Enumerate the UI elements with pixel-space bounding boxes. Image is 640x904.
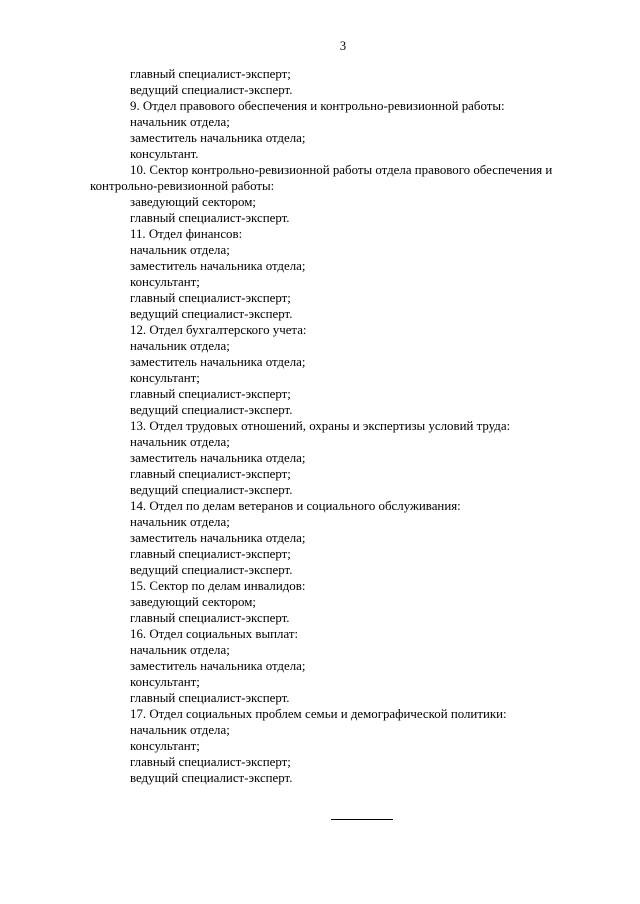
text-line: ведущий специалист-эксперт. [130,770,293,785]
text-line: заместитель начальника отдела; [130,530,306,545]
text-line: главный специалист-эксперт. [130,690,290,705]
text-line: заведующий сектором; [130,194,256,209]
text-line: ведущий специалист-эксперт. [130,82,293,97]
text-line: консультант; [130,370,200,385]
section-heading-9: 9. Отдел правового обеспечения и контрольно-ревизионной работы: [130,98,505,113]
text-line: главный специалист-эксперт; [130,754,291,769]
text-line: ведущий специалист-эксперт. [130,562,293,577]
section-heading-12: 12. Отдел бухгалтерского учета: [130,322,307,337]
text-line: начальник отдела; [130,338,230,353]
text-line: начальник отдела; [130,114,230,129]
text-line: главный специалист-эксперт; [130,66,291,81]
text-line: консультант; [130,674,200,689]
end-divider-line [331,819,393,820]
text-line: заместитель начальника отдела; [130,450,306,465]
page-number: 3 [339,39,347,53]
text-line: ведущий специалист-эксперт. [130,402,293,417]
text-line: главный специалист-эксперт. [130,210,290,225]
text-line: консультант. [130,146,199,161]
text-line: главный специалист-эксперт. [130,610,290,625]
text-line: заместитель начальника отдела; [130,354,306,369]
text-line: заведующий сектором; [130,594,256,609]
text-line: начальник отдела; [130,242,230,257]
text-line: главный специалист-эксперт; [130,290,291,305]
text-line: главный специалист-эксперт; [130,546,291,561]
text-line: начальник отдела; [130,514,230,529]
text-line: ведущий специалист-эксперт. [130,306,293,321]
section-heading-15: 15. Сектор по делам инвалидов: [130,578,306,593]
section-heading-16: 16. Отдел социальных выплат: [130,626,299,641]
document-body [90,66,610,786]
text-line: главный специалист-эксперт; [130,466,291,481]
text-line: начальник отдела; [130,642,230,657]
text-line: заместитель начальника отдела; [130,258,306,273]
section-heading-10-continuation: контрольно-ревизионной работы: [90,178,275,193]
section-heading-10: 10. Сектор контрольно-ревизионной работы отдела правового обеспечения и [130,162,553,177]
text-line: заместитель начальника отдела; [130,658,306,673]
text-line: заместитель начальника отдела; [130,130,306,145]
text-line: начальник отдела; [130,722,230,737]
text-line: начальник отдела; [130,434,230,449]
section-heading-14: 14. Отдел по делам ветеранов и социального обслуживания: [130,498,461,513]
text-line: ведущий специалист-эксперт. [130,482,293,497]
section-heading-11: 11. Отдел финансов: [130,226,243,241]
section-heading-17: 17. Отдел социальных проблем семьи и демографической политики: [130,706,507,721]
text-line: консультант; [130,274,200,289]
text-line: главный специалист-эксперт; [130,386,291,401]
text-line: консультант; [130,738,200,753]
section-heading-13: 13. Отдел трудовых отношений, охраны и экспертизы условий труда: [130,418,511,433]
